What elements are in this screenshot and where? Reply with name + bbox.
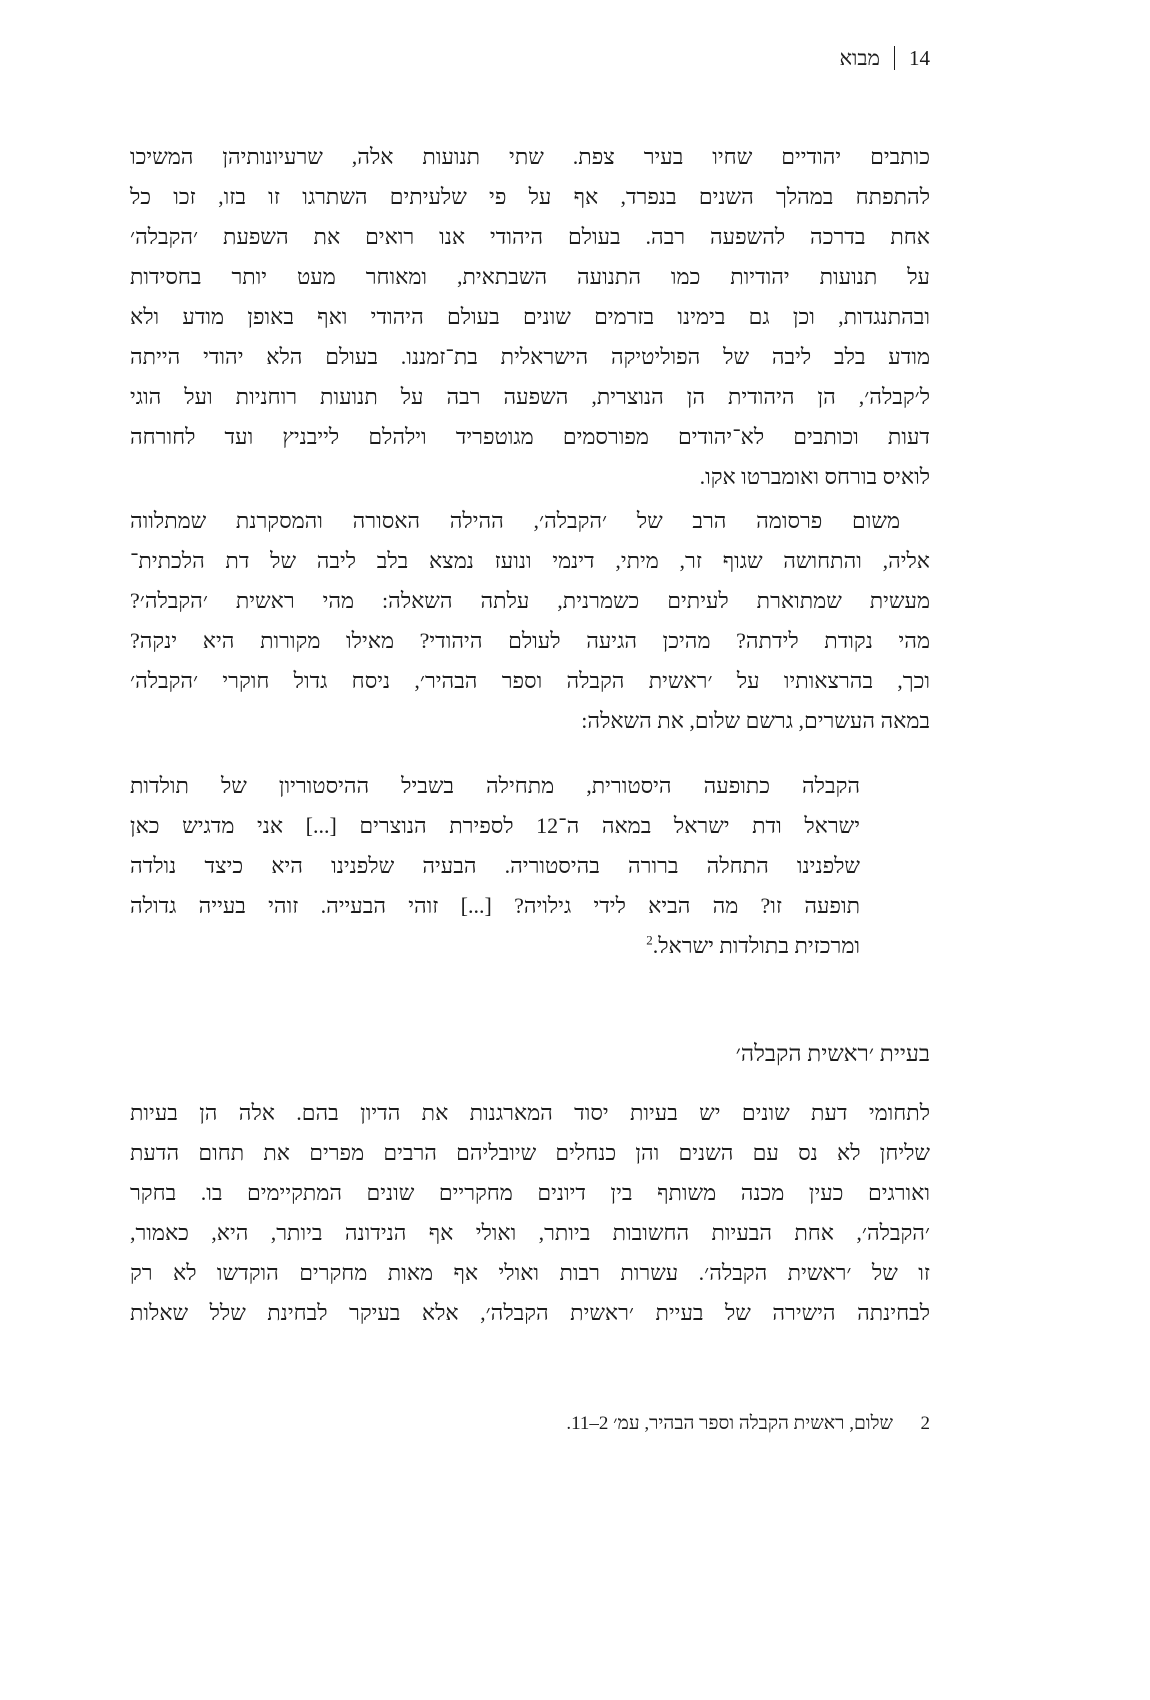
body-line: כותבים יהודיים שחיו בעיר צפת. שתי תנועות אלה, שרעיונותיהן המשיכו: [130, 144, 930, 169]
body-line: ואורגים כעין מכנה משותף בין דיונים מחקריים שונים המתקיימים בו. בחקר: [130, 1180, 930, 1205]
running-head-title: מבוא: [839, 46, 880, 70]
quote-line: הקבלה כתופעה היסטורית, מתחילה בשביל ההיסטוריון של תולדות: [130, 773, 860, 798]
page-number: 14: [909, 46, 930, 70]
body-line: ל׳קבלה׳, הן היהודית הן הנוצרית, השפעה רבה על תנועות רוחניות ועל הוגי: [130, 384, 930, 409]
block-quote: [130, 766, 860, 966]
quote-line: תופעה זו? מה הביא לידי גילויה? [...] זוהי הבעייה. זוהי בעייה גדולה: [130, 893, 860, 918]
section-heading: בעיית ׳ראשית הקבלה׳: [735, 1041, 930, 1066]
body-line: אחת בדרכה להשפעה רבה. בעולם היהודי אנו רואים את השפעת ׳הקבלה׳: [130, 224, 930, 249]
body-line: לואיס בורחס ואומברטו אקו.: [699, 464, 930, 489]
body-line: שליחן לא נס עם השנים והן כנחלים שיובליהם הרבים מפרים את תחום הדעת: [130, 1140, 930, 1165]
footnote: [130, 1408, 930, 1440]
body-line: משום פרסומה הרב של ׳הקבלה׳, ההילה האסורה והמסקרנת שמתלווה: [130, 508, 900, 533]
body-line: במאה העשרים, גרשם שלום, את השאלה:: [581, 708, 930, 733]
header-separator: [894, 46, 895, 70]
paragraph-1: [130, 137, 930, 497]
paragraph-2: [130, 501, 930, 741]
body-line: דעות וכותבים לא־יהודים מפורסמים מגוטפריד וילהלם לייבניץ ועד לחורחה: [130, 424, 930, 449]
body-line: לתחומי דעת שונים יש בעיות יסוד המארגנות את הדיון בהם. אלה הן בעיות: [130, 1100, 930, 1125]
body-line: מהי נקודת לידתה? מהיכן הגיעה לעולם היהודי? מאילו מקורות היא ינקה?: [130, 628, 930, 653]
quote-line-last: [130, 926, 860, 966]
body-line: ׳הקבלה׳, אחת הבעיות החשובות ביותר, ואולי אף הנידונה ביותר, היא, כאמור,: [130, 1220, 930, 1245]
quote-line: שלפנינו התחלה ברורה בהיסטוריה. הבעיה שלפנינו היא כיצד נולדה: [130, 853, 860, 878]
footnote-number: 2: [920, 1413, 930, 1434]
running-head: [839, 44, 930, 72]
footnote-text: שלום, ראשית הקבלה וספר הבהיר, עמ׳ 2–11.: [566, 1413, 893, 1434]
body-line: מעשית שמתוארת לעיתים כשמרנית, עלתה השאלה: מהי ראשית ׳הקבלה׳?: [130, 588, 930, 613]
body-line: וכך, בהרצאותיו על ׳ראשית הקבלה וספר הבהיר׳, ניסח גדול חוקרי ׳הקבלה׳: [130, 668, 930, 693]
footnote-reference: 2: [646, 932, 653, 948]
body-line: זו של ׳ראשית הקבלה׳. עשרות רבות ואולי אף מאות מחקרים הוקדשו לא רק: [130, 1260, 930, 1285]
quote-line: ישראל ודת ישראל במאה ה־12 לספירת הנוצרים [...] אני מדגיש כאן: [130, 813, 860, 838]
quote-line-text: ומרכזית בתולדות ישראל.: [652, 933, 860, 958]
body-line: על תנועות יהודיות כמו התנועה השבתאית, ומאוחר מעט יותר בחסידות: [130, 264, 930, 289]
paragraph-3: [130, 1093, 930, 1333]
body-line: להתפתח במהלך השנים בנפרד, אף על פי שלעיתים השתרגו זו בזו, זכו כל: [130, 184, 930, 209]
body-line: אליה, והתחושה שגוף זר, מיתי, דינמי ונועז נמצא בלב ליבה של דת הלכתית־: [130, 548, 930, 573]
body-line: מודע בלב ליבה של הפוליטיקה הישראלית בת־זמננו. בעולם הלא יהודי הייתה: [130, 344, 930, 369]
body-line: לבחינתה הישירה של בעיית ׳ראשית הקבלה׳, אלא בעיקר לבחינת שלל שאלות: [130, 1300, 930, 1325]
body-line: ובהתנגדות, וכן גם בימינו בזרמים שונים בעולם היהודי ואף באופן מודע ולא: [130, 304, 930, 329]
